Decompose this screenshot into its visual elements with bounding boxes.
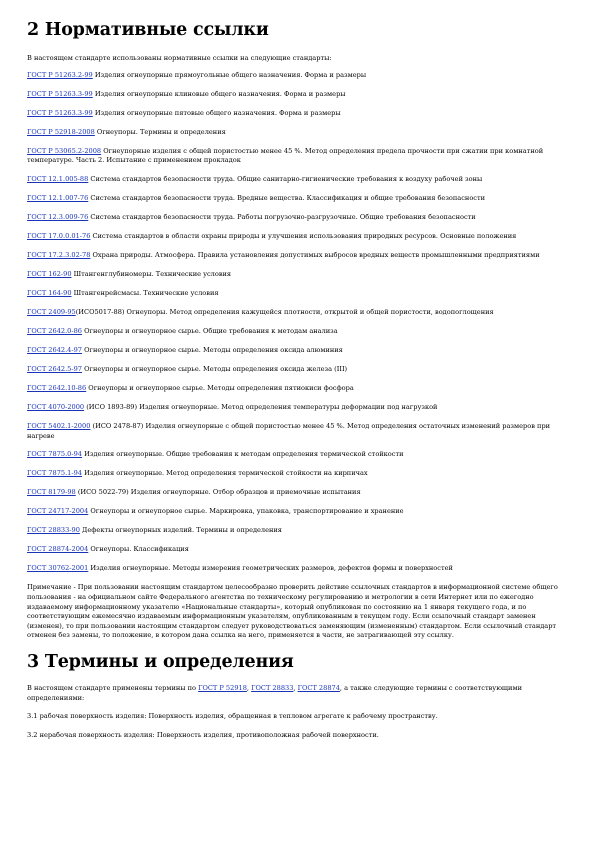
reference-link[interactable]: ГОСТ 12.3.009-76 bbox=[27, 213, 89, 222]
section-3-intro: В настоящем стандарте применены термины по ГОСТ Р 52918, ГОСТ 28833, ГОСТ 28874, а также следующие термины с соответствующими определениями: bbox=[27, 683, 522, 702]
reference-item bbox=[27, 450, 572, 460]
reference-item bbox=[27, 564, 572, 574]
reference-item bbox=[27, 213, 572, 223]
reference-title: Система стандартов в области охраны природы и улучшения использования природных ресурсов. Основные положения bbox=[90, 232, 517, 241]
reference-item bbox=[27, 526, 572, 536]
reference-item bbox=[27, 422, 572, 441]
reference-item bbox=[27, 251, 572, 261]
section-2-note: Примечание - При пользовании настоящим стандартом целесообразно проверить действие ссылочных стандартов в информационной системе общего пользования - на официальном сайте Федерального агентства по техническому регулированию и метрологии в сети Интернет или по ежегодно издаваемому информационному указателю «Национальные стандарты», который опубликован по состоянию на 1 января текущего года, и по соответствующим ежемесячно издаваемым информационным указателям, опубликованным в текущем году. Если ссылочный стандарт заменен (изменен), то при пользовании настоящим стандартом следует руководствоваться заменяющим (измененным) стандартом. Если ссылочный стандарт отменен без замены, то положение, в котором дана ссылка на него, применяется в части, не затрагивающей эту ссылку. bbox=[27, 583, 558, 640]
reference-item bbox=[27, 384, 572, 394]
reference-title: Дефекты огнеупорных изделий. Термины и определения bbox=[79, 526, 282, 535]
reference-title: Огнеупоры и огнеупорное сырье. Маркировка, упаковка, транспортирование и хранение bbox=[88, 507, 404, 516]
reference-link[interactable]: ГОСТ 28874-2004 bbox=[27, 545, 89, 554]
document-page bbox=[27, 18, 572, 740]
reference-link[interactable]: ГОСТ 2642.0-86 bbox=[27, 326, 83, 335]
reference-title: Система стандартов безопасности труда. Вредные вещества. Классификация и общие требования безопасности bbox=[88, 194, 486, 203]
term-3-2: 3.2 нерабочая поверхность изделия: Поверхность изделия, противоположная рабочей поверхности. bbox=[27, 730, 379, 739]
reference-item bbox=[27, 128, 572, 138]
reference-item bbox=[27, 469, 572, 479]
reference-link[interactable]: ГОСТ 5402.1-2000 bbox=[27, 421, 91, 430]
section-2-heading: 2 Нормативные ссылки bbox=[27, 20, 269, 40]
reference-item bbox=[27, 109, 572, 119]
reference-link[interactable]: ГОСТ 17.2.3.02-78 bbox=[27, 251, 91, 260]
link-gost-28874[interactable]: ГОСТ 28874 bbox=[297, 683, 340, 692]
link-gost-r-52918[interactable]: ГОСТ Р 52918 bbox=[198, 683, 247, 692]
reference-item bbox=[27, 90, 572, 100]
reference-title: Система стандартов безопасности труда. Работы погрузочно-разгрузочные. Общие требования безопасности bbox=[88, 213, 476, 222]
reference-title: Изделия огнеупорные пятовые общего назначения. Форма и размеры bbox=[92, 108, 341, 117]
reference-item bbox=[27, 175, 572, 185]
reference-link[interactable]: ГОСТ 30762-2001 bbox=[27, 564, 89, 573]
reference-title: (ИСО5017-88) Огнеупоры. Метод определения кажущейся плотности, открытой и общей пористости, водопоглощения bbox=[75, 308, 494, 316]
reference-link[interactable]: ГОСТ 2642.4-97 bbox=[27, 345, 83, 354]
reference-title: Охрана природы. Атмосфера. Правила установления допустимых выбросов вредных веществ промышленными предприятиями bbox=[90, 251, 540, 260]
reference-item bbox=[27, 232, 572, 242]
reference-title: Огнеупоры и огнеупорное сырье. Методы определения оксида железа (III) bbox=[82, 364, 348, 373]
reference-title: Огнеупоры и огнеупорное сырье. Общие требования к методам анализа bbox=[82, 326, 338, 335]
reference-item bbox=[27, 403, 572, 413]
reference-title: Огнеупорные изделия с общей пористостью менее 45 %. Метод определения предела прочности при сжатии при комнатной температуре. Часть 2. Испытание с применением прокладок bbox=[27, 146, 544, 165]
section-3-heading: 3 Термины и определения bbox=[27, 651, 294, 672]
reference-title: Изделия огнеупорные прямоугольные общего назначения. Форма и размеры bbox=[92, 70, 367, 79]
reference-link[interactable]: ГОСТ 7875.1-94 bbox=[27, 469, 83, 478]
reference-link[interactable]: ГОСТ 12.1.005-88 bbox=[27, 175, 89, 184]
reference-title: (ИСО 1893-89) Изделия огнеупорные. Метод определения температуры деформации под нагрузкой bbox=[84, 402, 438, 411]
reference-item bbox=[27, 71, 572, 81]
reference-title: Огнеупоры и огнеупорное сырье. Методы определения пятиокиси фосфора bbox=[86, 383, 354, 392]
reference-item bbox=[27, 289, 572, 299]
reference-link[interactable]: ГОСТ 2642.5-97 bbox=[27, 364, 83, 373]
reference-title: Изделия огнеупорные. Метод определения термической стойкости на кирпичах bbox=[82, 469, 368, 478]
section-3-intro-text: В настоящем стандарте применены термины по bbox=[27, 683, 199, 692]
reference-link[interactable]: ГОСТ 4070-2000 bbox=[27, 402, 85, 411]
reference-link[interactable]: ГОСТ 162-90 bbox=[27, 270, 72, 279]
link-gost-28833[interactable]: ГОСТ 28833 bbox=[251, 683, 294, 692]
reference-link[interactable]: ГОСТ 7875.0-94 bbox=[27, 450, 83, 459]
reference-link[interactable]: ГОСТ 2409-95 bbox=[27, 308, 76, 316]
reference-item bbox=[27, 147, 572, 166]
reference-item bbox=[27, 346, 572, 356]
reference-title: Огнеупоры. Термины и определения bbox=[94, 127, 226, 136]
reference-link[interactable]: ГОСТ 28833-90 bbox=[27, 526, 80, 535]
reference-link[interactable]: ГОСТ 164-90 bbox=[27, 289, 72, 298]
normative-references-list bbox=[27, 71, 572, 574]
reference-link[interactable]: ГОСТ 12.1.007-76 bbox=[27, 194, 89, 203]
reference-item bbox=[27, 194, 572, 204]
reference-title: (ИСО 2478-87) Изделия огнеупорные с общей пористостью менее 45 %. Метод определения остаточных изменений размеров при нагреве bbox=[27, 421, 551, 440]
reference-item bbox=[27, 488, 572, 498]
reference-link[interactable]: ГОСТ 24717-2004 bbox=[27, 507, 89, 516]
reference-title: (ИСО 5022-79) Изделия огнеупорные. Отбор образцов и приемочные испытания bbox=[75, 488, 361, 497]
reference-link[interactable]: ГОСТ Р 51263.3-99 bbox=[27, 108, 93, 117]
reference-link[interactable]: ГОСТ Р 53065.2-2008 bbox=[27, 146, 102, 155]
reference-link[interactable]: ГОСТ Р 51263.3-99 bbox=[27, 89, 93, 98]
reference-item bbox=[27, 308, 572, 318]
reference-item bbox=[27, 270, 572, 280]
reference-title: Штангенрейсмасы. Технические условия bbox=[71, 289, 219, 298]
reference-title: Штангенглубиномеры. Технические условия bbox=[71, 270, 232, 279]
reference-item bbox=[27, 545, 572, 555]
reference-item bbox=[27, 365, 572, 375]
reference-title: Изделия огнеупорные. Методы измерения геометрических размеров, дефектов формы и поверхностей bbox=[88, 564, 453, 573]
reference-link[interactable]: ГОСТ Р 52918-2008 bbox=[27, 127, 95, 136]
reference-title: Огнеупоры и огнеупорное сырье. Методы определения оксида алюминия bbox=[82, 345, 343, 354]
section-3-intro-tail: , а также следующие термины с соответствующими определениями: bbox=[27, 683, 522, 702]
reference-title: Изделия огнеупорные клиновые общего назначения. Форма и размеры bbox=[92, 89, 346, 98]
reference-link[interactable]: ГОСТ Р 51263.2-99 bbox=[27, 70, 93, 79]
reference-title: Огнеупоры. Классификация bbox=[88, 545, 189, 554]
term-3-1: 3.1 рабочая поверхность изделия: Поверхность изделия, обращенная в тепловом агрегате к рабочему пространству. bbox=[27, 712, 438, 721]
reference-link[interactable]: ГОСТ 2642.10-86 bbox=[27, 383, 87, 392]
reference-item bbox=[27, 327, 572, 337]
reference-link[interactable]: ГОСТ 17.0.0.01-76 bbox=[27, 232, 91, 241]
section-2-intro: В настоящем стандарте использованы нормативные ссылки на следующие стандарты: bbox=[27, 54, 332, 62]
reference-link[interactable]: ГОСТ 8179-98 bbox=[27, 488, 76, 497]
reference-title: Изделия огнеупорные. Общие требования к методам определения термической стойкости bbox=[82, 450, 404, 459]
reference-item bbox=[27, 507, 572, 517]
reference-title: Система стандартов безопасности труда. Общие санитарно-гигиенические требования к воздуху рабочей зоны bbox=[88, 175, 483, 184]
